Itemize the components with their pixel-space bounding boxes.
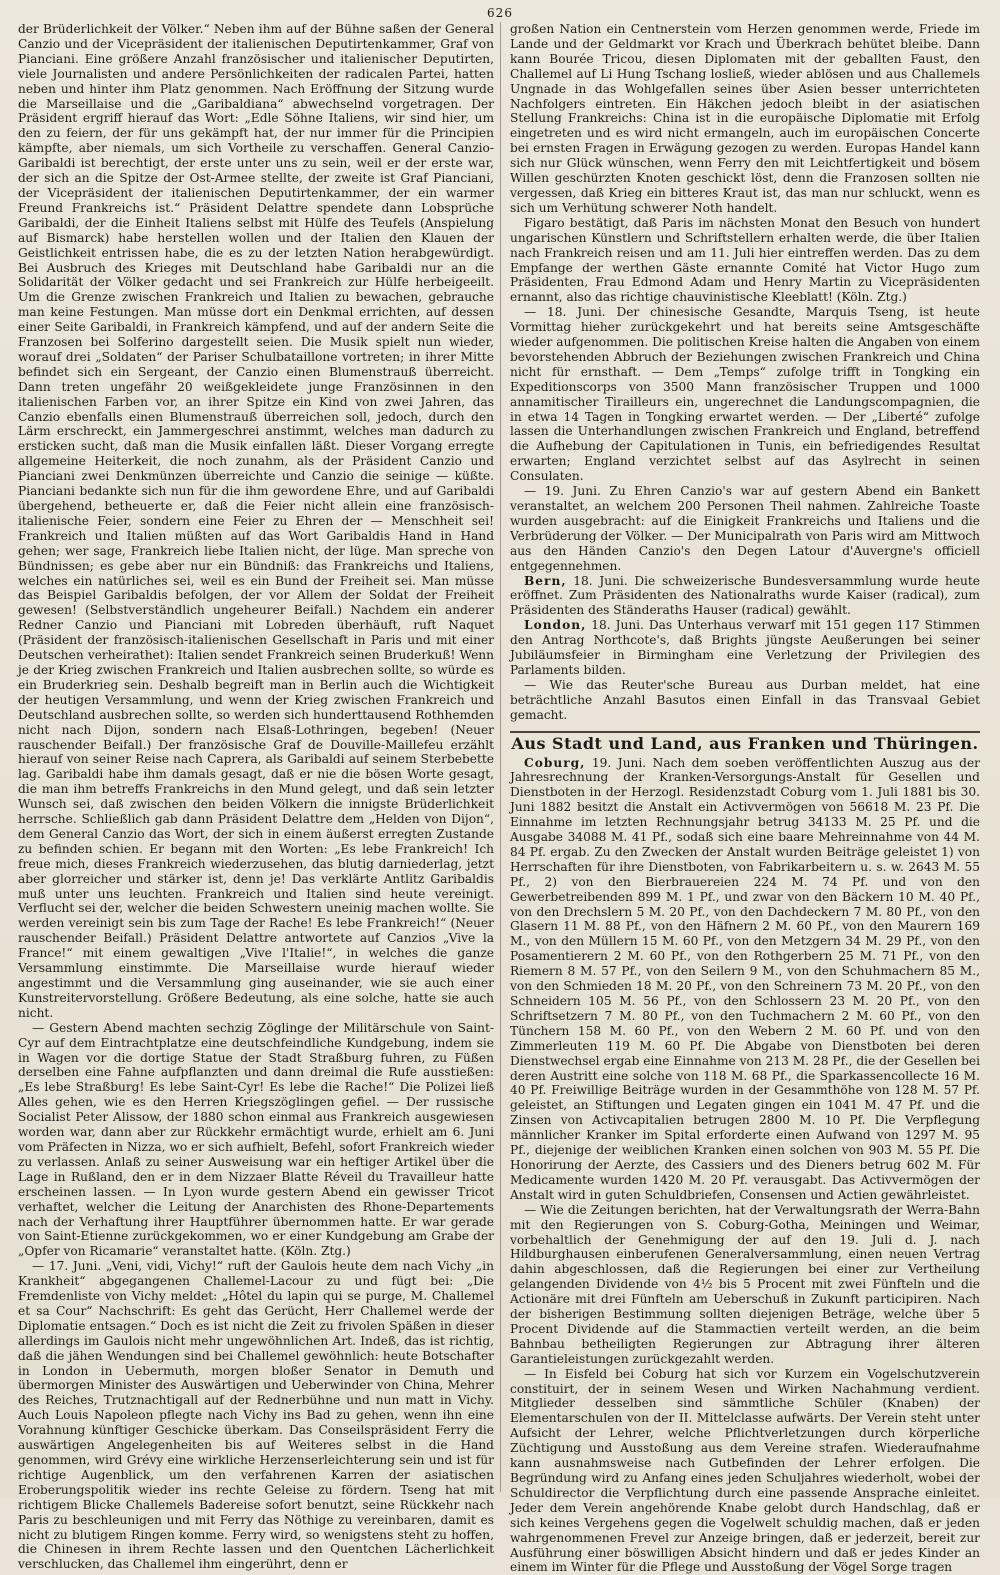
right-column xyxy=(510,22,981,1575)
dateline-place: Coburg, xyxy=(524,755,586,770)
article-paragraph: — 17. Juni. „Veni, vidi, Vichy!“ ruft der Gaulois heute dem nach Vichy „in Krankheit“ abgegangenen Challemel-Lacour zu und fügt bei: „Die Fremdenliste von Vichy meldet: „Hôtel du lapin qui se purge, M. Challemel et sa Cour“ Nachschrift: Es geht das Gerücht, Herr Challemel werde der Diplomatie entsagen.“ Doch es ist nicht die Zeit zu frivolen Späßen in dieser allerdings im Gaulois nicht mehr ungewöhnlichen Art. Indeß, das ist richtig, daß die jähen Wendungen sind bei Challemel gewöhnlich: heute Botschafter in London in Uebermuth, morgen bloßer Senator in Demuth und übermorgen Minister des Auswärtigen und Ueberwinder von China, Mehrer des Reiches, Trutznachtigall auf der Rednerbühne und nun matt in Vichy. Auch Louis Napoleon pflegte nach Vichy ins Bad zu gehen, wenn ihn eine Vorahnung künftiger Geschicke überkam. Das Conseilspräsident Ferry die auswärtigen Angelegenheiten bis auf Weiteres selbst in die Hand genommen, wird Grévy eine wirkliche Herzenserleichterung sein und ist für richtige Augenblick, um den verfahrenen Karren der asiatischen Eroberungspolitik wieder ins rechte Geleise zu fördern. Tseng hat mit richtigem Blicke Challemels Badereise sofort benutzt, seine Rückkehr nach Paris zu beschleunigen und mit Ferry das Nöthige zu vereinbaren, damit es nicht zu blutigem Ringen komme. Ferry wird, so wenigstens steht zu hoffen, die Chinesen in ihrem Rechte lassen und den Quentchen Lächerlichkeit verschlucken, das Challemel ihm eingerührt, denn er xyxy=(18,1259,494,1572)
section-heading: Aus Stadt und Land, aus Franken und Thüringen. xyxy=(510,731,980,752)
article-paragraph: — Wie das Reuter'sche Bureau aus Durban meldet, hat eine beträchtliche Anzahl Basutos einen Einfall in das Transvaal Gebiet gemacht. xyxy=(510,677,980,722)
dateline-paragraph xyxy=(510,756,980,1203)
article-paragraph: großen Nation ein Centnerstein vom Herzen genommen werde, Friede im Lande und der Geldmarkt vor Krach und Überkrach behütet bleibe. Dann kann Bourée Tricou, diesen Diplomaten mit der geballten Faust, den Challemel auf Li Hung Tschang losließ, wieder ablösen und aus Challemels Ungnade in das Wohlgefallen seines über Asien besser unterrichteten Nachfolgers eintreten. Ein Häkchen jedoch bleibt in der asiatischen Stellung Frankreichs: China ist in die europäische Diplomatie mit Erfolg eingetreten und es wird nicht ermangeln, auch im europäischen Concerte bei ernsten Fragen in Erwägung gezogen zu werden. Europas Handel kann sich nur Glück wünschen, wenn Ferry den mit Leichtfertigkeit und bösem Willen geschürzten Knoten geschickt löst, denn die Franzosen sollten nie vergessen, daß Krieg ein bitteres Kraut ist, das man nur schluckt, wenn es sich um Verhütung schwerer Noth handelt. xyxy=(510,22,980,215)
left-column xyxy=(18,22,494,1572)
dateline-paragraph xyxy=(510,574,980,619)
article-paragraph: — Gestern Abend machten sechzig Zöglinge der Militärschule von Saint-Cyr auf dem Eintrachtplatze eine deutschfeindliche Kundgebung, indem sie in Wagen vor die dortige Statue der Stadt Straßburg fuhren, zu Füßen derselben eine Fahne aufpflanzten und dann dreimal die Rufe ausstießen: „Es lebe Straßburg! Es lebe Saint-Cyr! Es lebe die Rache!“ Die Polizei ließ Alles gehen, wie es den Herren Kriegszöglingen gefiel. — Der russische Socialist Peter Alissow, der 1880 schon einmal aus Frankreich ausgewiesen worden war, dann aber zur Rückkehr ermächtigt wurde, erhielt am 6. Juni vom Präfecten in Nizza, wo er sich aufhielt, Befehl, sofort Frankreich wieder zu verlassen. Anlaß zu seiner Ausweisung war ein heftiger Artikel über die Lage in Rußland, den er in dem Nizzaer Blatte Réveil du Travailleur hatte erscheinen lassen. — In Lyon wurde gestern Abend ein gewisser Tricot verhaftet, welcher die Leitung der Anarchisten des Rhone-Departements nach der Verhaftung ihrer Hauptführer übernommen hatte. Er war gerade von Saint-Etienne zurückgekommen, wo er einer Kundgebung am Grabe der „Opfer von Ricamarie“ veranstaltet hatte. (Köln. Ztg.) xyxy=(18,1020,494,1259)
page-number: 626 xyxy=(487,6,513,20)
article-paragraph: Figaro bestätigt, daß Paris im nächsten Monat den Besuch von hundert ungarischen Künstlern und Schriftstellern erhalten werde, die über Italien nach Frankreich reisen und am 11. Juli hier eintreffen werden. Das zu dem Empfange der werthen Gäste ernannte Comité hat Victor Hugo zum Präsidenten, Frau Edmond Adam und Henry Martin zu Vicepräsidenten ernannt, also das richtige chauvinistische Kleeblatt! (Köln. Ztg.) xyxy=(510,215,980,305)
column-divider xyxy=(500,22,501,1492)
dateline-text: 18. Juni. Die schweizerische Bundesversammlung wurde heute eröffnet. Zum Präsidenten des Nationalraths wurde Kaiser (radical), zum Präsidenten des Ständeraths Hauser (radical) gewählt. xyxy=(510,573,981,618)
article-paragraph: — 18. Juni. Der chinesische Gesandte, Marquis Tseng, ist heute Vormittag hieher zurückgekehrt und hat bereits seine Amtsgeschäfte wieder aufgenommen. Die politischen Kreise halten die Angaben von einem bevorstehenden Abbruch der Beziehungen zwischen Frankreich und China nicht für ernsthaft. — Dem „Temps“ zufolge trifft in Tongking ein Expeditionscorps von 3500 Mann französischer Truppen und 1000 annamitischer Tirailleurs ein, ungerechnet die Landungscompagnien, die in etwa 14 Tagen in Tongking erwartet werden. — Der „Liberté“ zufolge lassen die Unterhandlungen zwischen Frankreich und England, betreffend die Aufhebung der Capitulationen in Tunis, ein befriedigendes Resultat erwarten; England verzichtet selbst auf das Asylrecht in seinen Consulaten. xyxy=(510,305,980,484)
dateline-place: London, xyxy=(524,618,587,633)
article-paragraph: — In Eisfeld bei Coburg hat sich vor Kurzem ein Vogelschutzverein constituirt, der in seinem Wesen und Wirken Nachahmung verdient. Mitglieder desselben sind sämmtliche Schüler (Knaben) der Elementarschulen von der II. Mittelclasse aufwärts. Der Verein steht unter Aufsicht der Lehrer, welche Pflichtverletzungen durch körperliche Züchtigung und Ausstoßung aus dem Vereine strafen. Wiederaufnahme kann ausnahmsweise nach Gutbefinden der Lehrer erfolgen. Die Begründung wird zu Anfang eines jeden Schuljahres wiederholt, wobei der Schuldirector die Verpflichtung durch eine passende Ansprache einleitet. Jeder dem Verein angehörende Knabe gelobt durch Handschlag, daß er sich keines Vergehens gegen die Vogelwelt schuldig machen, daß er jeden wahrgenommenen Frevel zur Anzeige bringen, daß er jederzeit, bereit zur Ausführung einer böswilligen Absicht hindern und daß er jedes Kinder an einem im Winter für die Pflege und Ausstoßung der Vögel Sorge tragen xyxy=(510,1366,980,1575)
dateline-place: Bern, xyxy=(524,573,567,588)
article-paragraph: — Wie die Zeitungen berichten, hat der Verwaltungsrath der Werra-Bahn mit den Regierungen von S. Coburg-Gotha, Meiningen und Weimar, vorbehaltlich der Genehmigung der auf den 19. Juli d. J. nach Hildburghausen einberufenen Generalversammlung, einen neuen Vertrag dahin abgeschlossen, daß die Regierungen bei einer zur Vertheilung gelangenden Dividende von 4½ bis 5 Procent mit zwei Fünfteln und die Actionäre mit drei Fünfteln am Ueberschuß in Zukunft participiren. Nach der bisherigen Bestimmung sollten diejenigen Beträge, welche über 5 Procent Dividende auf die Stammactien verteilt werden, an die beim Bahnbau betheiligten Regierungen zur Abtragung ihrer älteren Garantieleistungen zurückgezahlt werden. xyxy=(510,1202,980,1366)
dateline-text: 19. Juni. Nach dem soeben veröffentlichten Auszug aus der Jahresrechnung der Kranken-Versorgungs-Anstalt für Gesellen und Dienstboten in der Herzogl. Residenzstadt Coburg vom 1. Juli 1881 bis 30. Juni 1882 besitzt die Anstalt ein Activvermögen von 56618 M. 23 Pf. Die Einnahme im letzten Rechnungsjahr betrug 34133 M. 25 Pf. und die Ausgabe 34088 M. 41 Pf., sodaß sich eine baare Mehreinnahme von 44 M. 84 Pf. ergab. Zu den Zwecken der Anstalt wurden Beiträge geleistet 1) von Herrschaften für ihre Dienstboten, von Fabrikarbeitern u. s. w. 2643 M. 55 Pf., 2) von den Bierbrauereien 224 M. 74 Pf. und von den Gewerbetreibenden 899 M. 1 Pf., und zwar von den Bäckern 10 M. 40 Pf., von den Drechslern 5 M. 20 Pf., von den Dachdeckern 7 M. 80 Pf., von den Glasern 11 M. 88 Pf., von den Häfnern 2 M. 60 Pf., von den Maurern 169 M., von den Müllern 15 M. 60 Pf., von den Metzgern 34 M. 29 Pf., von den Posamentierern 2 M. 60 Pf., von den Rothgerbern 25 M. 71 Pf., von den Riemern 8 M. 57 Pf., von den Seilern 9 M., von den Schuhmachern 85 M., von den Schmieden 18 M. 20 Pf., von den Schreinern 73 M. 20 Pf., von den Schneidern 105 M. 56 Pf., von den Schlossern 23 M. 20 Pf., von den Schriftsetzern 7 M. 80 Pf., von den Tuchmachern 2 M. 60 Pf., von den Tünchern 158 M. 60 Pf., von den Webern 2 M. 60 Pf. und von den Zimmerleuten 119 M. 60 Pf. Die Abgabe von Dienstboten bei deren Dienstwechsel ergab eine Einnahme von 213 M. 28 Pf., die der Gesellen bei deren Austritt eine solche von 118 M. 68 Pf., die Sparkassencollecte 16 M. 40 Pf. Freiwillige Beiträge wurden in der Gesammthöhe von 128 M. 57 Pf. geleistet, an Stiftungen und Legaten gingen ein 1041 M. 47 Pf. und die Zinsen von Activcapitalien betrugen 2800 M. 10 Pf. Die Verpflegung männlicher Kranker im Spital erforderte einen Aufwand von 1297 M. 95 Pf., diejenige der weiblichen Kranken einen solchen von 903 M. 55 Pf. Die Honorirung der Aerzte, des Cassiers und des Dieners betrug 602 M. Für Medicamente wurden 1420 M. 20 Pf. verausgabt. Das Activvermögen der Anstalt wird in guten Schuldbriefen, Consensen und Actien gewährleistet. xyxy=(510,755,981,1202)
article-paragraph: der Brüderlichkeit der Völker.“ Neben ihm auf der Bühne saßen der General Canzio und der Vicepräsident der italienischen Deputirtenkammer, Graf von Pianciani. Eine größere Anzahl französischer und italienischer Deputirten, viele Journalisten und andere Persönlichkeiten der radicalen Partei, hatten neben und hinter ihm Platz genommen. Nach Eröffnung der Sitzung wurde die Marseillaise und die „Garibaldiana“ abwechselnd vorgetragen. Der Präsident ergriff hierauf das Wort: „Edle Söhne Italiens, wir sind hier, um den zu feiern, der für uns gekämpft hat, der nur immer für die Principien kämpfte, aber niemals, um sich Vortheile zu verschaffen. General Canzio-Garibaldi ist berechtigt, der erste unter uns zu sein, weil er der erste war, der sich an die Spitze der Ost-Armee stellte, der zweite ist Graf Pianciani, der Vicepräsident der italienischen Deputirtenkammer, der ein warmer Freund Frankreichs ist.“ Präsident Delattre spendete dann Lobsprüche Garibaldi, der die Einheit Italiens selbst mit Hülfe des Teufels (Anspielung auf Bismarck) habe herstellen wollen und der Italien den Klauen der Geistlichkeit entrissen habe, die es zu der letzten Nation herabgewürdigt. Bei Ausbruch des Krieges mit Deutschland habe Garibaldi nur an die Solidarität der Völker gedacht und sei Frankreich zur Hülfe herbeigeeilt. Um die Grenze zwischen Frankreich und Italien zu bewachen, gebrauche man keine Festungen. Man müsse dort ein Denkmal errichten, auf dessen einer Seite Garibaldi, in Frankreich kämpfend, und auf der andern Seite die Franzosen bei Solferino dargestellt seien. Die Musik spielt nun wieder, worauf drei „Soldaten“ der Pariser Schulbataillone vortreten; in ihrer Mitte befindet sich ein Sergeant, der Canzio einen Blumenstrauß überreicht. Dann treten ungefähr 20 weißgekleidete junge Französinnen in den italienischen Farben vor, an ihrer Spitze ein Kind von zwei Jahren, das Canzio ebenfalls einen Blumenstrauß überreichen soll, jedoch, durch den Lärm erschreckt, ein Jammergeschrei anstimmt, welches man dadurch zu ersticken sucht, daß man die Musik einfallen läßt. Dieser Vorgang erregte allgemeine Heiterkeit, die noch zunahm, als der Präsident Canzio und Pianciani zwei Denkmünzen überreichte und Canzio die seinige — küßte. Pianciani bedankte sich nun für die ihm gewordene Ehre, und auf Garibaldi übergehend, betheuerte er, daß die Feier nicht allein eine französisch-italienische Feier, sondern eine Feier zu Ehren der — Menschheit sei! Frankreich und Italien müßten auf das Wort Garibaldis Hand in Hand gehen; wer sage, Frankreich liebe Italien nicht, der lüge. Man spreche von Bündnissen; es gebe aber nur ein Bündniß: das Frankreichs und Italiens, welches ein natürliches sei, weil es ein Bund der Freiheit sei. Man müsse das Beispiel Garibaldis befolgen, der vor Allem der Soldat der Freiheit gewesen! (Selbstverständlich ungeheurer Beifall.) Nachdem ein anderer Redner Canzio und Pianciani mit Lobreden überhäuft, ruft Naquet (Präsident der französisch-italienischen Gesellschaft in Paris und mit einer Deutschen verheirathet): Italien sendet Frankreich seinen Bruderkuß! Wenn je der Krieg zwischen Frankreich und Italien ausbrechen sollte, so würde es ein Bruderkrieg sein. Deshalb begreift man in Berlin auch die Wichtigkeit der heutigen Versammlung, und wenn der Krieg zwischen Frankreich und Deutschland ausbrechen sollte, so werden sich hunderttausend Rothhemden nicht nach Dijon, sondern nach Elsaß-Lothringen, begeben! (Neuer rauschender Beifall.) Der französische Graf de Douville-Maillefeu erzählt hierauf von seiner Reise nach Caprera, als Garibaldi auf seinem Sterbebette lag. Garibaldi habe ihm damals gesagt, daß er nie die bösen Worte gesagt, die man ihm betreffs Frankreichs in den Mund gelegt, und daß sein letzter Wunsch sei, daß zwischen den beiden Völkern die innigste Brüderlichkeit herrsche. Schließlich gab dann Präsident Delattre dem „Helden von Dijon“, dem General Canzio das Wort, der sich in einem äußerst erregten Zustande zu befinden schien. Er begann mit den Worten: „Es lebe Frankreich! Ich freue mich, dieses Frankreich wiederzusehen, das blutig darniederlag, jetzt aber glorreicher und stärker ist, denn je! Das verklärte Antlitz Garibaldis muß unter uns leuchten. Frankreich und Italien sind heute vereinigt. Verflucht sei der, welcher die beiden Schwestern uneinig machen wollte. Sie werden vereinigt sein bis zum Tage der Rache! Es lebe Frankreich!“ (Neuer rauschender Beifall.) Präsident Delattre antwortete auf Canzios „Vive la France!“ mit einem gewaltigen „Vive l'Italie!“, in welches die ganze Versammlung einstimmte. Die Marseillaise wurde hierauf wieder angestimmt und die Versammlung ging auseinander, wie sie auch einer Kunstreitervorstellung. Größere Bedeutung, als eine solche, hatte sie auch nicht. xyxy=(18,22,494,1020)
article-paragraph: — 19. Juni. Zu Ehren Canzio's war auf gestern Abend ein Bankett veranstaltet, an welchem 200 Personen Theil nahmen. Zahlreiche Toaste wurden ausgebracht: auf die Einigkeit Frankreichs und Italiens und die Verbrüderung der Völker. — Der Municipalrath von Paris wird am Mittwoch aus den Händen Canzio's den Degen Latour d'Auvergne's officiell entgegennehmen. xyxy=(510,484,980,573)
dateline-text: 18. Juni. Das Unterhaus verwarf mit 151 gegen 117 Stimmen den Antrag Northcote's, daß Brights jüngste Aeußerungen bei seiner Jubiläumsfeier in Birmingham eine Verletzung der Privilegien des Parlaments bilden. xyxy=(510,618,980,677)
dateline-paragraph xyxy=(510,618,980,678)
